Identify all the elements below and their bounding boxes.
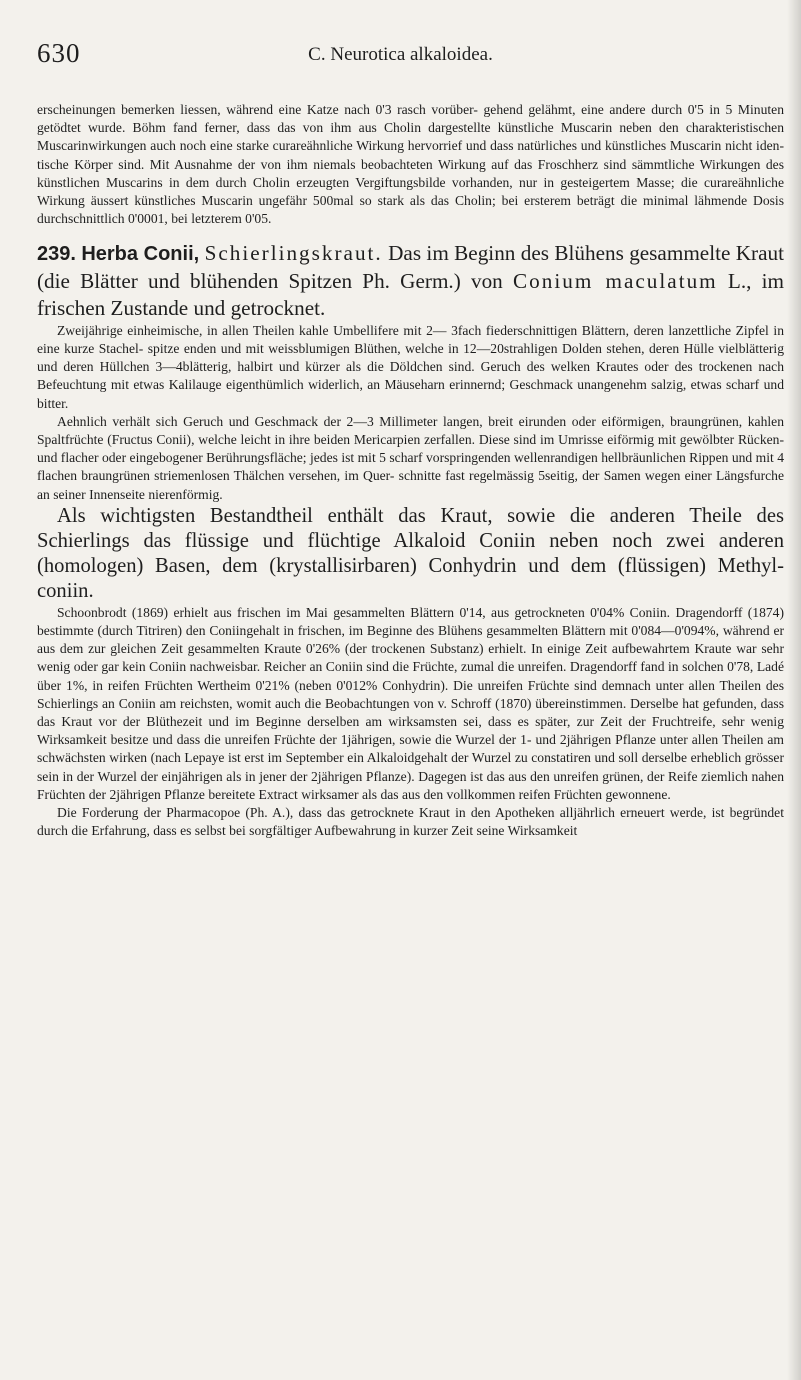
page-number: 630 (37, 38, 81, 68)
section-title-end: L., im frischen Zustande und getrocknet. (37, 269, 785, 321)
section-title-species: Conium maculatum (513, 269, 718, 294)
page-body (37, 101, 784, 840)
paragraph-description: Zweijährige einheimische, in allen Theilen kahle Umbellifere mit 2— 3fach fiederschnittigen Blättern, deren lanzettliche Zipfel in eine kurze Stachel- spitze enden und mit weissblumigen Blüthen, welche in 12—20strahligen Dolden stehen, deren Hülle vielblätterig und deren Hüllchen 3—4blätterig, halbirt und kürzer als die Döldchen sind. Geruch des welken Krautes oder des trockenen nach Befeuchtung mit etwas Kalilauge eigenthümlich widerlich, an Mäuseharn erinnernd; Geschmack unangenehm salzig, etwas scharf und bitter. (37, 322, 784, 411)
page-header (0, 38, 801, 72)
paragraph-pharmacopoe: Die Forderung der Pharmacopoe (Ph. A.), dass das getrocknete Kraut in den Apotheken alljährlich erneuert werde, ist begründet durch die Erfahrung, dass es selbst bei sorgfältiger Aufbewahrung in kurzer Zeit seine Wirksamkeit (37, 805, 784, 839)
section-title-latin: Herba Conii, (81, 243, 200, 266)
paragraph-constituents: Als wichtigsten Bestandtheil enthält das Kraut, sowie die anderen Theile des Schierlings das flüssige und flüchtige Alkaloid Coniin neben noch zwei anderen (homologen) Basen, dem (krystallisirbaren) Conhydrin und dem (flüssigen) Methyl- coniin. (37, 504, 784, 602)
section-title-text: Das im Beginn des Blühens gesammelte Kraut (die Blätter und blühenden Spitzen Ph. Germ.) von (37, 241, 784, 294)
paragraph-fruits: Aehnlich verhält sich Geruch und Geschmack der 2—3 Millimeter langen, breit eirunden oder eiförmigen, braungrünen, kahlen Spaltfrüchte (Fructus Conii), welche leicht in ihre beiden Mericarpien zerfallen. Diese sind im Umrisse eiförmig mit gewölbter Rücken- und flacher oder eingebogener Berührungsfläche; jedes ist mit 5 scharf vorspringenden wellenrandigen hellbräunlichen Rippen und mit 4 flachen braungrünen striemenlosen Thälchen versehen, im Quer- schnitte fast regelmässig 5seitig, der Samen wegen einer Längsfurche an seiner Innenseite nierenförmig. (37, 413, 784, 502)
page-edge-shadow (787, 0, 801, 1380)
section-heading-239 (37, 240, 784, 321)
paragraph-muscarin: erscheinungen bemerken liessen, während eine Katze nach 0'3 rasch vorüber- gehend gelähmt, eine andere durch 0'5 in 5 Minuten getödtet wurde. Böhm fand ferner, dass das von ihm aus Cholin dargestellte künstliche Muscarin neben den charakteristischen Muscarinwirkungen auch noch eine starke curareähnliche Wirkung hervorrief und dass natürliches und künstliches Muscarin nicht iden- tische Körper sind. Mit Ausnahme der von ihm niemals beobachteten Wirkung auf das Froschherz sind sämmtliche Wirkungen des künstlichen Muscarins in dem durch Cholin erzeugten Vergiftungsbilde vorhanden, nur in gesteigertem Masse; die curareähnliche Wirkung äussert künstliches Muscarin ungefähr 500mal so stark als das Cholin; bei ersterem beträgt die minimal lähmende Dosis durchschnittlich 0'0001, bei letzterem 0'05. (37, 102, 784, 227)
running-title: C. Neurotica alkaloidea. (308, 44, 493, 65)
section-title-german: Schierlingskraut. (204, 241, 383, 266)
paragraph-coniin-content: Schoonbrodt (1869) erhielt aus frischen im Mai gesammelten Blättern 0'14, aus getrockneten 0'04% Coniin. Dragendorff (1874) bestimmte (durch Titriren) den Coniingehalt in frischen, im Beginne des Blühens gesammelten Blättern mit 0'084—0'094%, während er aus dem zur gleichen Zeit gesammelten Kraute 0'26% (der trockenen Substanz) erhielt. In einige Zeit aufbewahrtem Kraute war sehr wenig oder gar kein Coniin nachweisbar. Reicher an Coniin sind die Früchte, zumal die unreifen. Dragendorff fand in solchen 0'78, Ladé über 1%, in reifen Früchten Wertheim 0'21% (neben 0'012% Conhydrin). Die unreifen Früchte sind demnach unter allen Theilen des Schierlings an Coniin am reichsten, womit auch die Beobachtungen von v. Schroff (1870) übereinstimmen. Derselbe hat gefunden, dass das Kraut vor der Blüthezeit und im Beginne derselben am wirksamsten sei, dass es später, zur Zeit der Fruchtreife, sehr wenig Wirksamkeit besitze und dass die unreifen Früchte der 1jährigen, sowie die Wurzel der 1- und 2jährigen Pflanze unter allen Theilen am schwächsten wirken (nach Lepaye ist erst im September ein Alkaloidgehalt der Wurzel zu constatiren und soll derselbe erheblich grösser sein in der Wurzel der einjährigen als in jener der 2jährigen Pflanze). Dagegen ist das aus den unreifen grünen, der Reife ziemlich nahen Früchten der 2jährigen Pflanze bereitete Extract wirksamer als das aus den vollkommen reifen Früchten gewonnene. (37, 604, 784, 802)
section-number: 239. (37, 243, 76, 266)
